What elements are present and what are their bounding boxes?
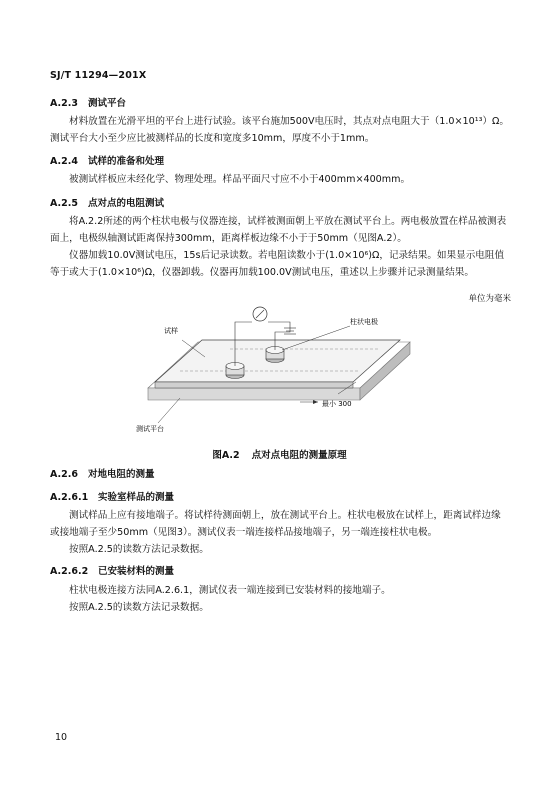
section-heading-a25 (50, 195, 164, 209)
section-number: A.2.6.2 (50, 566, 89, 577)
paragraph-a262 (50, 582, 510, 616)
label-electrode: 柱状电极 (350, 318, 378, 326)
paragraph-a23 (50, 113, 510, 147)
section-heading-a23 (50, 95, 126, 109)
standard-header: SJ/T 11294—201X (50, 70, 147, 81)
figure-caption (0, 447, 559, 461)
section-title: 试样的准备和处理 (88, 156, 165, 167)
ohmmeter-icon (253, 307, 267, 321)
section-heading-a261 (50, 489, 174, 503)
paragraph-text: 柱状电极连接方法同A.2.6.1，测试仪表一端连接到已安装材料的接地端子。 (69, 585, 391, 596)
caption-number: 图A.2 (212, 450, 240, 461)
paragraph-text: 测试样品上应有接地端子。将试样待测面朝上，放在测试平台上。柱状电极放在试样上，距离试样边缘或接地端子至少50mm（见图3）。测试仪表一端连接样品接地端子，另一端连接柱状电极。 (50, 510, 501, 538)
paragraph-text: 按照A.2.5的读数方法记录数据。 (69, 544, 209, 555)
section-number: A.2.6.1 (50, 492, 89, 503)
paragraph-a261 (50, 507, 510, 558)
section-heading-a26 (50, 466, 155, 480)
paragraph-text: 按照A.2.5的读数方法记录数据。 (69, 602, 209, 613)
paragraph-a25 (50, 213, 510, 281)
paragraph-text: 材料放置在光滑平坦的平台上进行试验。该平台施加500V电压时，其点对点电阻大于（1.0×10¹³）Ω。测试平台大小至少应比被测样品的长度和宽度多10mm，厚度不小于1mm。 (50, 116, 509, 144)
paragraph-text: 仪器加载10.0V测试电压，15s后记录读数。若电阻读数小于(1.0×10⁶)Ω，记录结果。如果显示电阻值等于或大于(1.0×10⁶)Ω，仪器卸载。仪器再加载100.0V测试电压，重述以上步骤并记录测量结果。 (50, 250, 505, 278)
unit-label: 单位为毫米 (468, 294, 511, 304)
sample-side (155, 382, 353, 388)
paragraph-a24 (50, 171, 510, 188)
section-title: 实验室样品的测量 (98, 492, 175, 503)
section-title: 对地电阻的测量 (88, 469, 155, 480)
page-number: 10 (55, 732, 68, 743)
figure-a2 (120, 302, 520, 442)
paragraph-text: 被测试样板应未经化学、物理处理。样品平面尺寸应不小于400mm×400mm。 (69, 174, 411, 185)
section-number: A.2.6 (50, 469, 78, 480)
section-number: A.2.4 (50, 156, 78, 167)
paragraph-text: 将A.2.2所述的两个柱状电极与仪器连接，试样被测面朝上平放在测试平台上。两电极放置在样品被测表面上，电极纵轴测试距离保持300mm，距离样板边缘不小于于50mm（见图A.2）。 (50, 216, 507, 244)
section-title: 已安装材料的测量 (98, 566, 175, 577)
section-number: A.2.5 (50, 198, 78, 209)
label-platform: 测试平台 (136, 425, 164, 433)
measurement-diagram (120, 302, 520, 442)
label-min-distance: 最小 300 (322, 400, 352, 408)
label-sample: 试样 (164, 327, 178, 335)
section-heading-a262 (50, 563, 174, 577)
section-title: 点对点的电阻测试 (88, 198, 165, 209)
section-title: 测试平台 (88, 98, 127, 109)
section-number: A.2.3 (50, 98, 78, 109)
section-heading-a24 (50, 153, 164, 167)
caption-text: 点对点电阻的测量原理 (251, 450, 347, 461)
